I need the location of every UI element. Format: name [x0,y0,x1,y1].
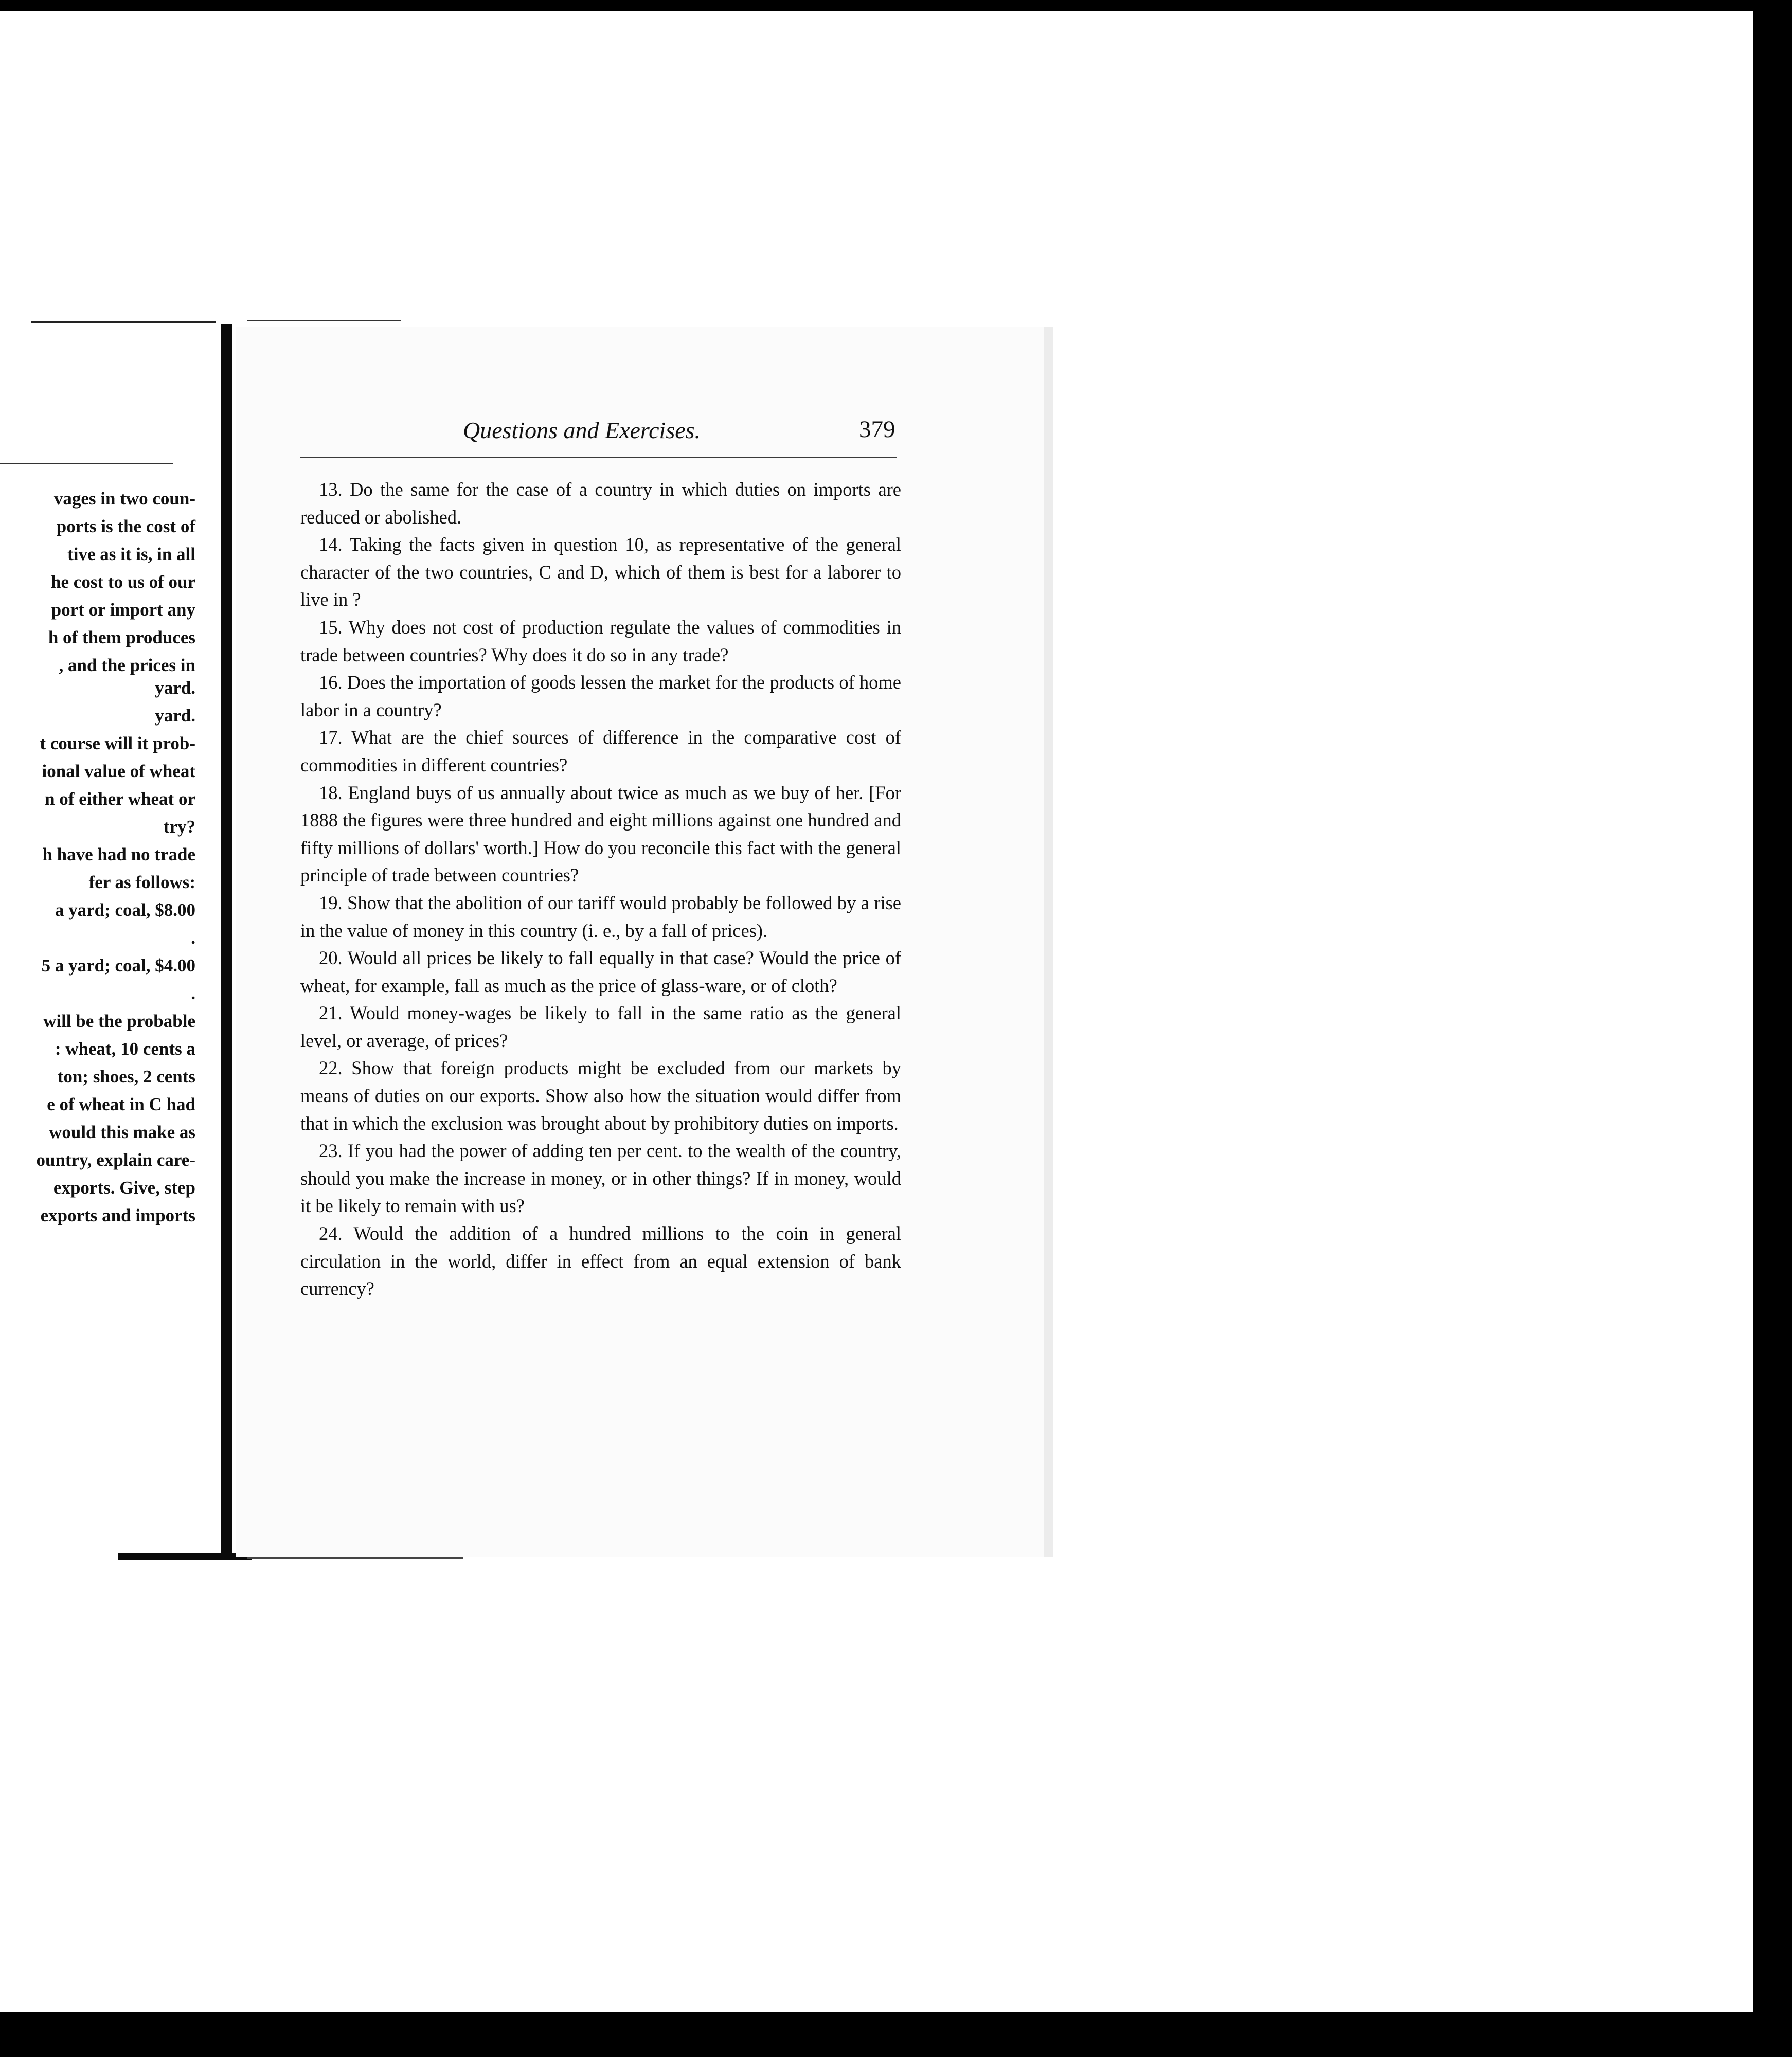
running-header-title: Questions and Exercises. [463,417,701,443]
left-page-line: . [191,928,195,948]
left-page-line: try? [163,817,195,837]
left-page-line: ports is the cost of [56,516,195,536]
question-number: 24. [319,1223,343,1244]
left-page-line: t course will it prob- [40,733,195,753]
left-page-line: he cost to us of our [51,572,195,592]
question-item [300,614,901,669]
left-page-line: exports and imports [40,1205,195,1225]
question-item [300,476,901,531]
question-text: Would all prices be likely to fall equally in that case? Would the price of wheat, for example, fall as much as the price of glass-ware, or of cloth? [300,947,901,996]
question-number: 21. [319,1002,343,1024]
scan-border-right [1753,0,1792,2057]
top-edge-rule-right [247,320,401,321]
question-text: Show that foreign products might be excluded from our markets by means of duties on our exports. Show also how the situation would differ from that in which the exclusion was brought about by prohibitory duties on imports. [300,1057,901,1134]
question-number: 22. [319,1057,343,1079]
left-page-line: h of them produces [48,627,195,647]
left-page-line: : wheat, 10 cents a [55,1039,195,1059]
question-item [300,944,901,999]
question-number: 23. [319,1140,343,1162]
top-edge-rule-left [31,321,216,323]
left-page-line: yard. [155,678,195,698]
page-number: 379 [859,416,895,443]
left-page-line: vages in two coun- [53,489,195,509]
questions-body [300,476,901,1303]
question-number: 20. [319,947,343,969]
right-page-shadow [1044,327,1053,1557]
question-text: Would money-wages be likely to fall in the same ratio as the general level, or average, of prices? [300,1002,901,1051]
scan-border-bottom [0,2012,1792,2057]
left-page-line: n of either wheat or [45,789,195,809]
left-page-line: ional value of wheat [42,761,195,781]
question-number: 16. [319,672,343,693]
question-item [300,779,901,889]
left-page-line: , and the prices in [59,655,195,675]
question-text: Does the importation of goods lessen the market for the products of home labor in a country? [300,672,901,720]
question-number: 18. [319,782,343,803]
question-number: 19. [319,892,343,913]
left-page-line: will be the probable [43,1011,195,1031]
question-text: England buys of us annually about twice as much as we buy of her. [For 1888 the figures were three hundred and eight millions against one hundred and fifty millions of dollars' worth.] How do you reconcile this fact with the general principle of trade between countries? [300,782,901,886]
question-item [300,999,901,1054]
left-page-line: ton; shoes, 2 cents [57,1067,195,1087]
question-item [300,1137,901,1220]
question-list [300,476,901,1303]
header-rule [300,457,897,458]
left-page-line: tive as it is, in all [67,544,195,564]
left-page-line: yard. [155,706,195,726]
question-item [300,1054,901,1137]
page-bottom-edge [247,1557,463,1559]
question-text: Show that the abolition of our tariff would probably be followed by a rise in the value of money in this country (i. e., by a fall of prices). [300,892,902,941]
question-item [300,724,901,779]
left-page-line: 5 a yard; coal, $4.00 [41,955,195,976]
question-number: 14. [319,534,343,555]
question-text: Would the addition of a hundred millions to the coin in general circulation in the world, differ in effect from an equal extension of bank currency? [300,1223,901,1300]
left-page-line: h have had no trade [42,844,195,864]
question-item [300,889,901,944]
question-text: What are the chief sources of difference in the comparative cost of commodities in different countries? [300,727,901,775]
question-text: If you had the power of adding ten per cent. to the wealth of the country, should you make the increase in money, or in other things? If in money, would it be likely to remain with us? [300,1140,901,1217]
spine-bottom-mark [118,1553,252,1560]
left-page-line: ountry, explain care- [36,1150,195,1170]
left-page-line: would this make as [49,1122,195,1142]
question-item [300,1220,901,1303]
question-number: 13. [319,479,343,500]
question-text: Why does not cost of production regulate the values of commodities in trade between countries? Why does it do so in any trade? [300,616,901,665]
left-page-line: e of wheat in C had [47,1094,195,1114]
left-page-line: . [191,983,195,1003]
question-text: Do the same for the case of a country in which duties on imports are reduced or abolished. [300,479,901,528]
question-number: 17. [319,727,343,748]
question-number: 15. [319,616,343,638]
left-page-line: port or import any [51,600,195,620]
left-page-line: fer as follows: [88,872,195,892]
question-item [300,531,901,614]
question-item [300,669,901,724]
book-spine [221,324,232,1557]
question-text: Taking the facts given in question 10, as representative of the general character of the two countries, C and D, which of them is best for a laborer to live in ? [300,534,901,610]
left-page-line: exports. Give, step [53,1178,195,1198]
left-page-line: a yard; coal, $8.00 [55,900,195,920]
left-page-header-rule [0,463,173,464]
